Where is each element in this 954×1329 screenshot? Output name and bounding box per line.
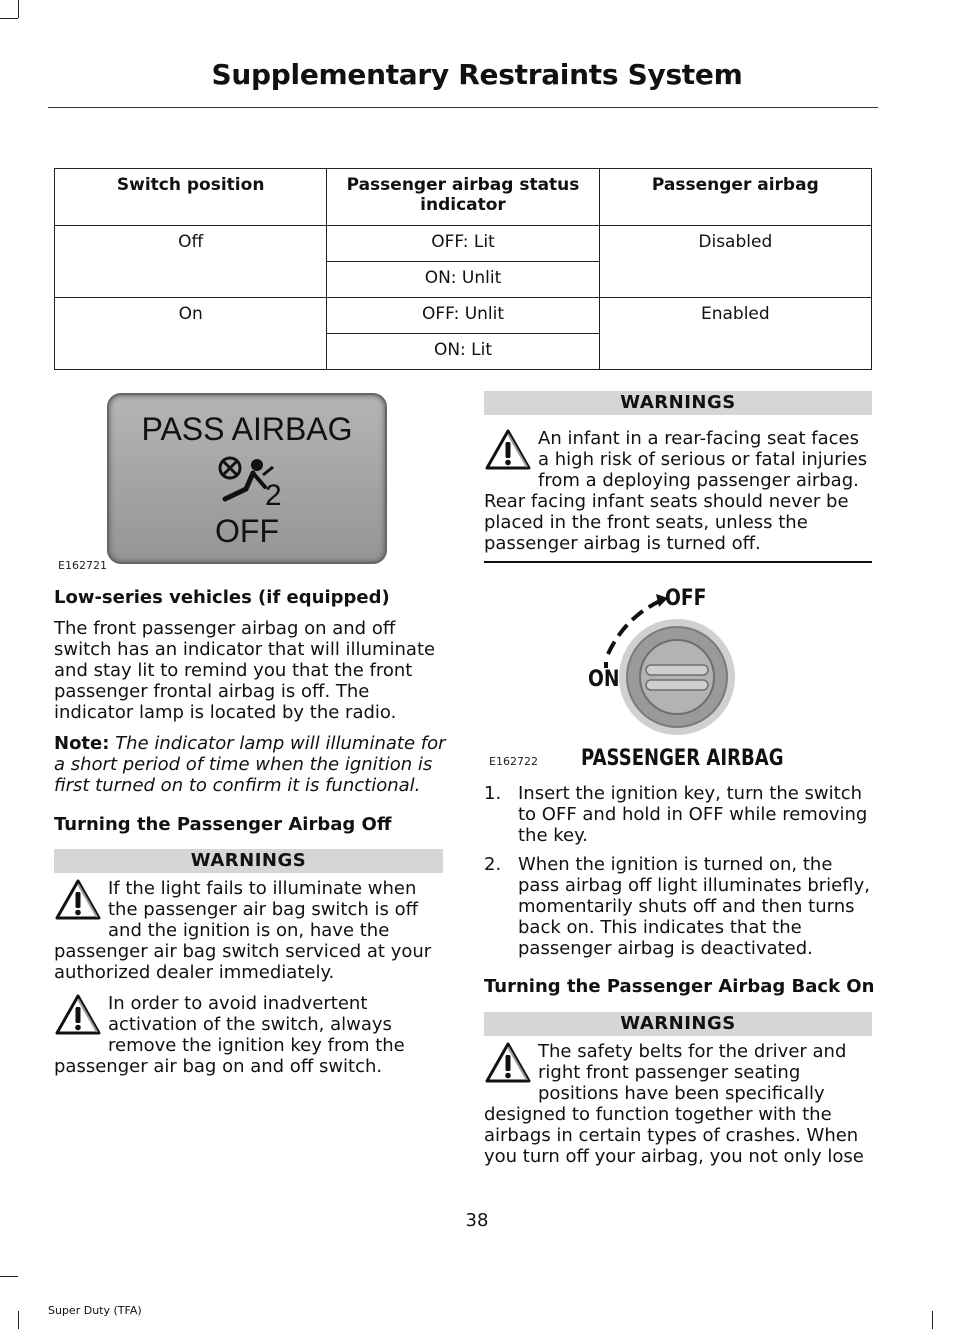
list-item — [484, 783, 874, 846]
warnings-heading: WARNINGS — [484, 1012, 872, 1036]
lamp-seat-number: 2 — [265, 479, 282, 512]
steps-list — [484, 783, 874, 967]
warning-text: An infant in a rear-facing seat faces a high risk of serious or fatal injuries from a deploying passenger airbag. Rear facing infant seats should never be placed in the front seats, unless the passenger airbag is turned off. — [484, 428, 868, 554]
warning-triangle-icon — [484, 428, 532, 472]
switch-off-label: OFF — [665, 586, 707, 611]
figure-id: E162722 — [489, 755, 538, 768]
warning-block — [54, 878, 444, 983]
subheading-turning-on: Turning the Passenger Airbag Back On — [484, 976, 875, 997]
page-number: 38 — [465, 1210, 489, 1231]
col-header-airbag: Passenger airbag — [599, 169, 871, 226]
cell-indicator: ON: Lit — [327, 334, 599, 370]
step-number: 2. — [484, 854, 502, 875]
cell-indicator: ON: Unlit — [327, 262, 599, 298]
col-header-switch-position: Switch position — [55, 169, 327, 226]
crop-mark — [0, 1276, 18, 1277]
subheading-low-series: Low-series vehicles (if equipped) — [54, 587, 390, 608]
subheading-turning-off: Turning the Passenger Airbag Off — [54, 814, 392, 835]
cell-indicator: OFF: Lit — [327, 226, 599, 262]
header-rule — [48, 107, 878, 108]
warning-triangle-icon — [484, 1041, 532, 1085]
cell-indicator: OFF: Unlit — [327, 298, 599, 334]
lamp-label-top: PASS AIRBAG — [141, 411, 353, 447]
lamp-label-bottom: OFF — [215, 513, 279, 549]
paragraph — [54, 618, 446, 723]
crop-mark — [18, 0, 19, 18]
switch-on-label: ON — [588, 667, 620, 692]
cell-switch: On — [55, 298, 327, 370]
figure-id: E162721 — [58, 559, 107, 572]
warnings-heading: WARNINGS — [54, 849, 443, 873]
pass-airbag-lamp-figure — [107, 393, 387, 564]
switch-status-table — [54, 168, 872, 370]
warning-text: If the light fails to illuminate when the passenger air bag switch is off and the ignition is on, have the passenger air bag switch serviced at your authorized dealer immediately. — [54, 878, 432, 983]
warning-triangle-icon — [54, 878, 102, 922]
col-header-indicator: Passenger airbag status indicator — [327, 169, 599, 226]
warning-block — [484, 1041, 874, 1167]
step-number: 1. — [484, 783, 502, 804]
cell-airbag: Enabled — [599, 298, 871, 370]
crop-mark — [932, 1311, 933, 1329]
warning-block — [54, 993, 444, 1077]
page-title: Supplementary Restraints System — [211, 58, 743, 91]
step-text: When the ignition is turned on, the pass airbag off light illuminates briefly, momentarily shuts off and then turns back on. This indicates that the passenger airbag is deactivated. — [518, 854, 870, 959]
model-name: Super Duty (TFA) — [48, 1304, 142, 1317]
switch-caption: PASSENGER AIRBAG — [581, 746, 784, 771]
crop-mark — [0, 18, 18, 19]
crop-mark — [18, 1311, 19, 1329]
body-text: The front passenger airbag on and off switch has an indicator that will illuminate and stay lit to remind you that the front passenger frontal airbag is off. The indicator lamp is located by the radio. — [54, 618, 436, 723]
warning-end-rule — [484, 561, 872, 563]
note-text: The indicator lamp will illuminate for a short period of time when the ignition is first turned on to confirm it is functional. — [54, 733, 446, 796]
warning-triangle-icon — [54, 993, 102, 1037]
warning-text: In order to avoid inadvertent activation of the switch, always remove the ignition key from the passenger air bag on and off switch. — [54, 993, 405, 1077]
cell-airbag: Disabled — [599, 226, 871, 298]
note — [54, 733, 446, 796]
warning-block — [484, 428, 874, 554]
cell-switch: Off — [55, 226, 327, 298]
step-text: Insert the ignition key, turn the switch to OFF and hold in OFF while removing the key. — [518, 783, 868, 846]
list-item — [484, 854, 874, 959]
warnings-heading: WARNINGS — [484, 391, 872, 415]
warning-text: The safety belts for the driver and right front passenger seating positions have been specifically designed to function together with the airbags in certain types of crashes. When you turn off your airbag, you not only lose — [484, 1041, 864, 1167]
note-label: Note: — [54, 733, 110, 754]
